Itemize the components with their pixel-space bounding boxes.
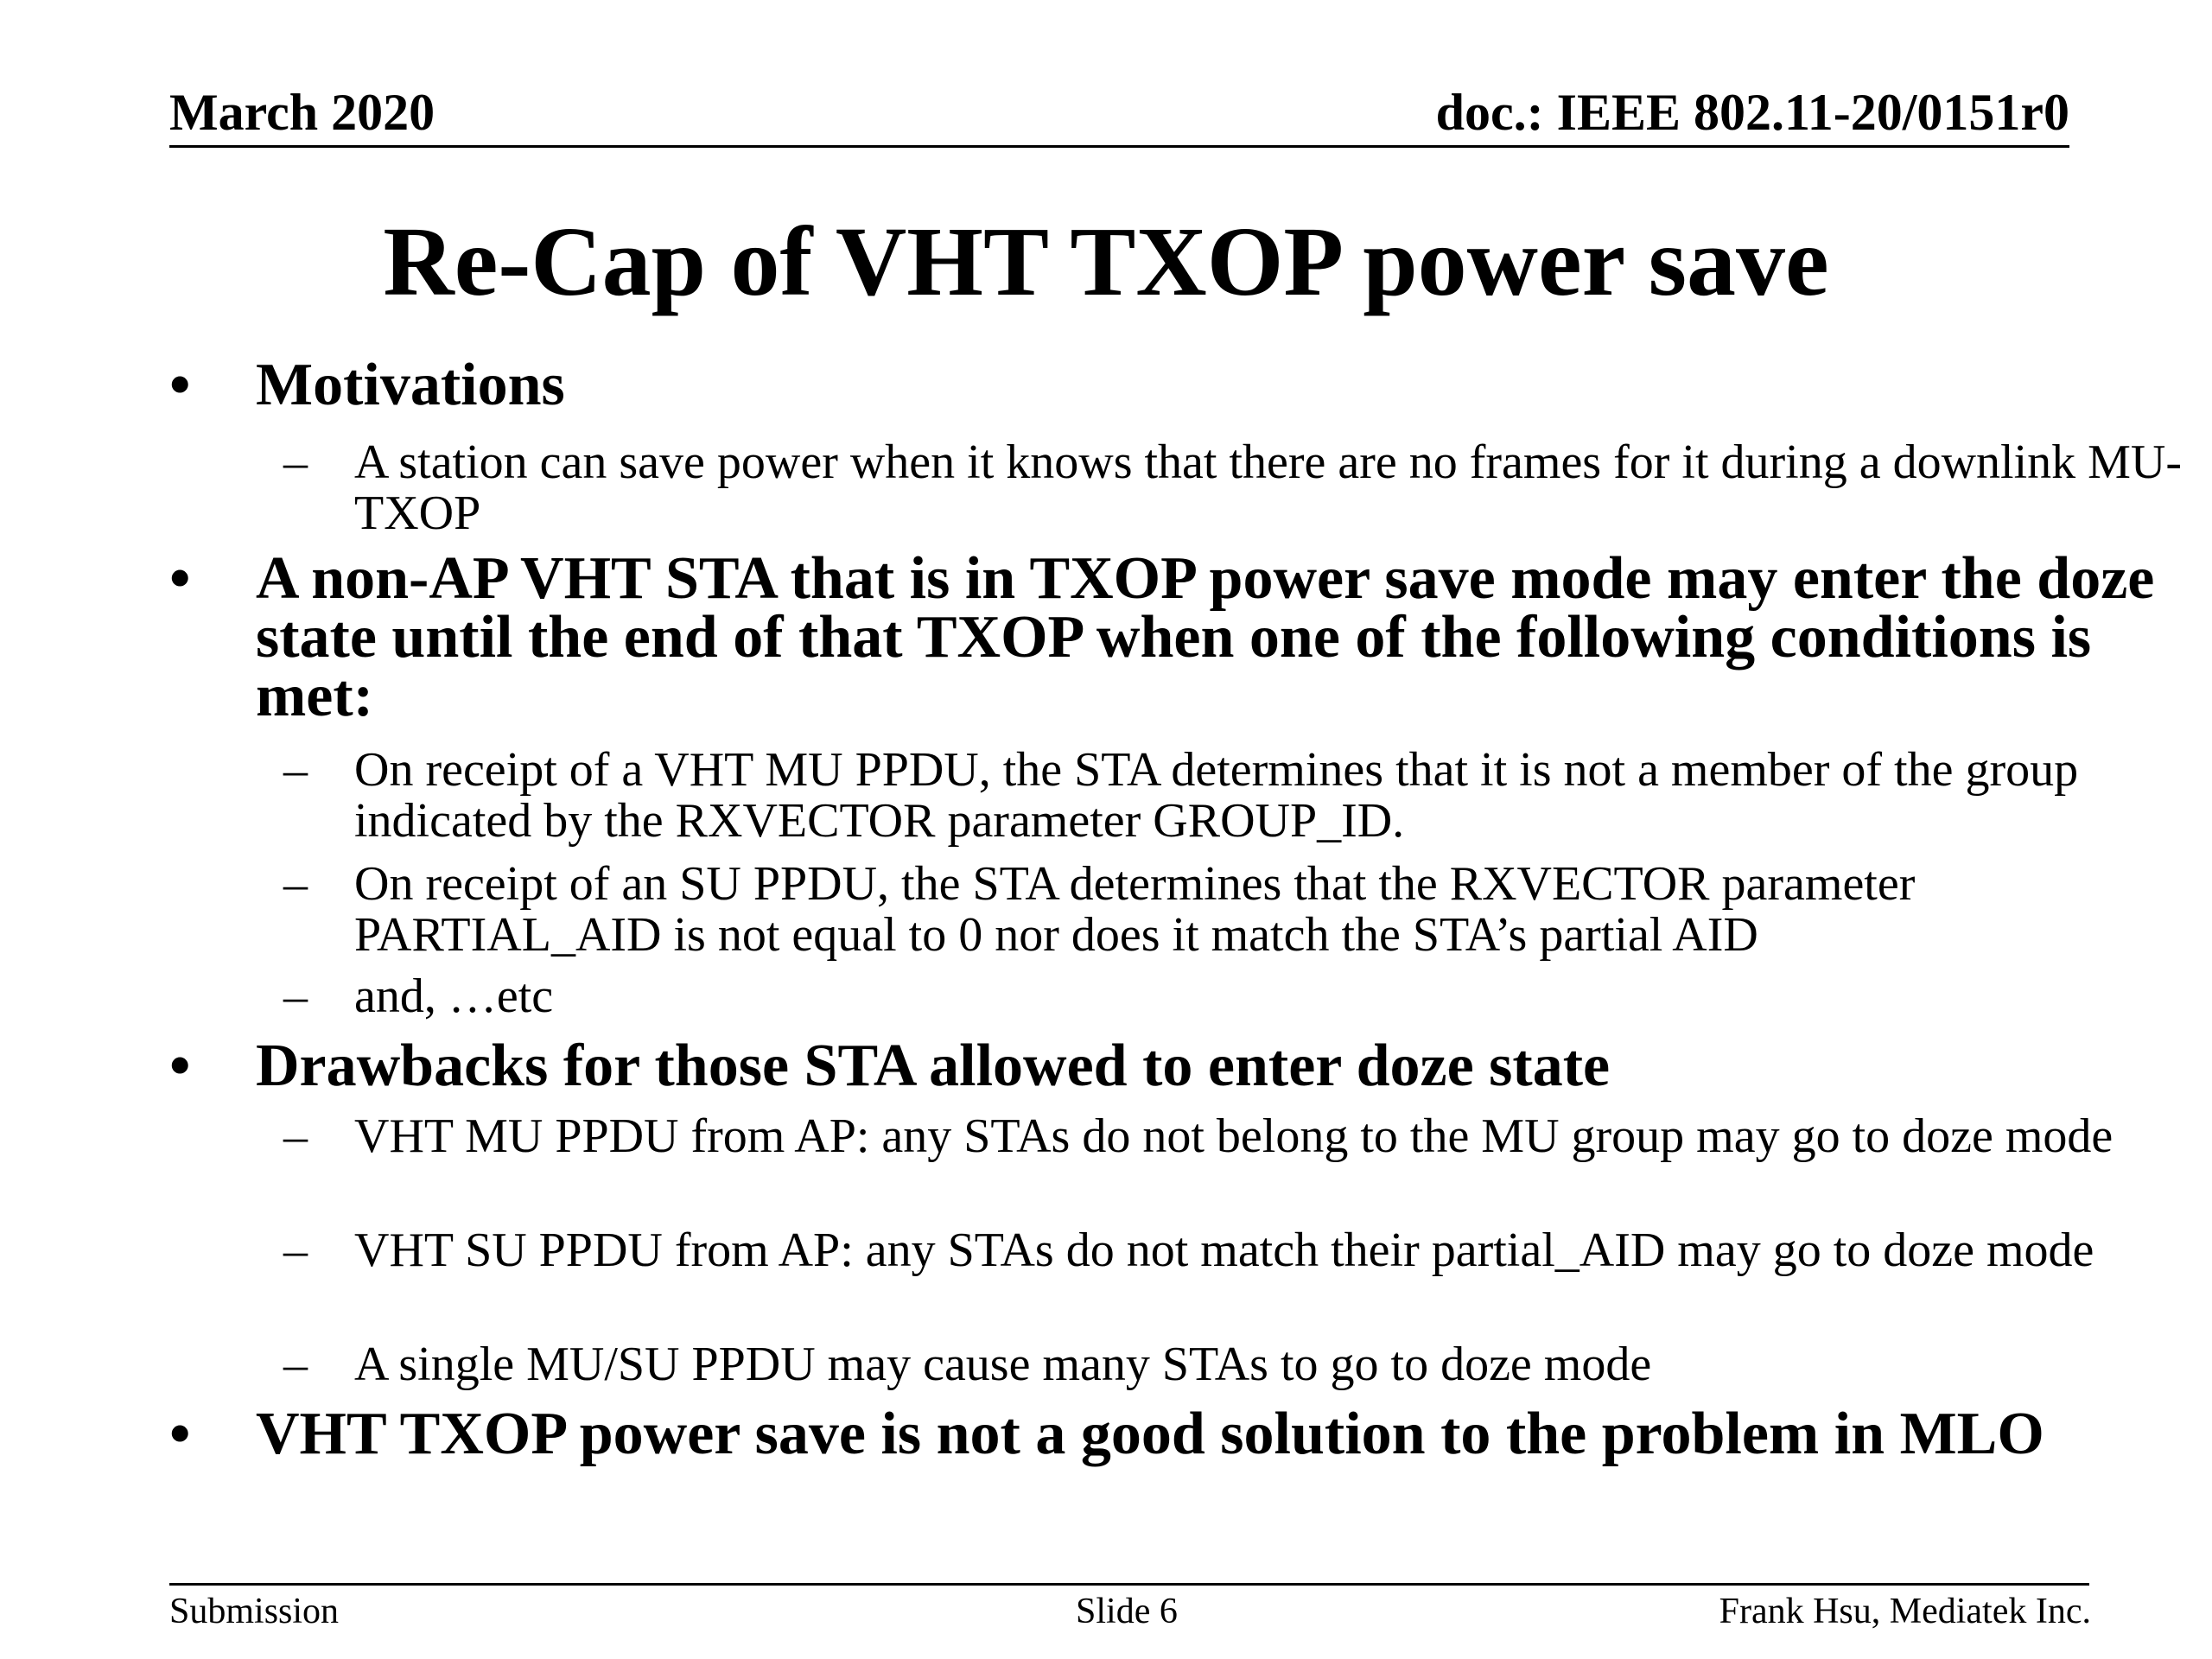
bullet-icon: • xyxy=(169,352,191,418)
dash-icon: – xyxy=(283,969,308,1023)
sub-bullet-text: and, …etc xyxy=(354,969,554,1023)
header-doc-id: doc.: IEEE 802.11-20/0151r0 xyxy=(1435,84,2069,141)
footer-submission: Submission xyxy=(169,1592,340,1631)
header-date: March 2020 xyxy=(169,84,435,141)
dash-icon: – xyxy=(283,1224,308,1277)
footer-author: Frank Hsu, Mediatek Inc. xyxy=(1719,1592,2091,1631)
sub-bullet-text: On receipt of a VHT MU PPDU, the STA determines that it is not a member of the group indicated by the RXVECTOR parameter GROUP_ID. xyxy=(354,743,2079,848)
bullet-item xyxy=(169,1033,2157,1099)
bullet-text: VHT TXOP power save is not a good solution to the problem in MLO xyxy=(256,1401,2044,1467)
bullet-icon: • xyxy=(169,1401,191,1467)
bullet-text: A non-AP VHT STA that is in TXOP power save mode may enter the doze state until the end of that TXOP when one of the following conditions is met: xyxy=(256,545,2155,729)
slide-title: Re-Cap of VHT TXOP power save xyxy=(383,207,1829,316)
sub-bullet-item xyxy=(169,1111,2191,1162)
sub-bullet-item xyxy=(169,1225,2191,1276)
bullet-item xyxy=(169,545,2157,729)
sub-bullet-item xyxy=(169,745,2191,847)
sub-bullet-text: A station can save power when it knows that there are no frames for it during a downlink MU-TXOP xyxy=(354,435,2183,540)
sub-bullet-item xyxy=(169,859,2191,961)
sub-bullet-item xyxy=(169,437,2191,539)
footer-slide-number: Slide 6 xyxy=(1076,1592,1178,1631)
sub-bullet-text: A single MU/SU PPDU may cause many STAs to go to doze mode xyxy=(354,1338,1652,1391)
dash-icon: – xyxy=(283,743,308,797)
bullet-icon: • xyxy=(169,1033,191,1099)
dash-icon: – xyxy=(283,857,308,911)
bullet-text: Drawbacks for those STA allowed to enter doze state xyxy=(256,1033,1611,1099)
dash-icon: – xyxy=(283,1109,308,1163)
sub-bullet-text: VHT MU PPDU from AP: any STAs do not belong to the MU group may go to doze mode xyxy=(354,1109,2113,1163)
bullet-item xyxy=(169,352,2157,418)
sub-bullet-item xyxy=(169,1339,2191,1390)
bullet-icon: • xyxy=(169,545,191,612)
header-divider xyxy=(169,145,2069,148)
sub-bullet-text: VHT SU PPDU from AP: any STAs do not match their partial_AID may go to doze mode xyxy=(354,1224,2094,1277)
sub-bullet-text: On receipt of an SU PPDU, the STA determines that the RXVECTOR parameter PARTIAL_AID is not equal to 0 nor does it match the STA’s partial AID xyxy=(354,857,1916,962)
dash-icon: – xyxy=(283,1338,308,1391)
footer-divider xyxy=(169,1583,2089,1586)
dash-icon: – xyxy=(283,435,308,489)
bullet-item xyxy=(169,1401,2157,1467)
sub-bullet-item xyxy=(169,971,2191,1022)
bullet-text: Motivations xyxy=(256,352,565,418)
